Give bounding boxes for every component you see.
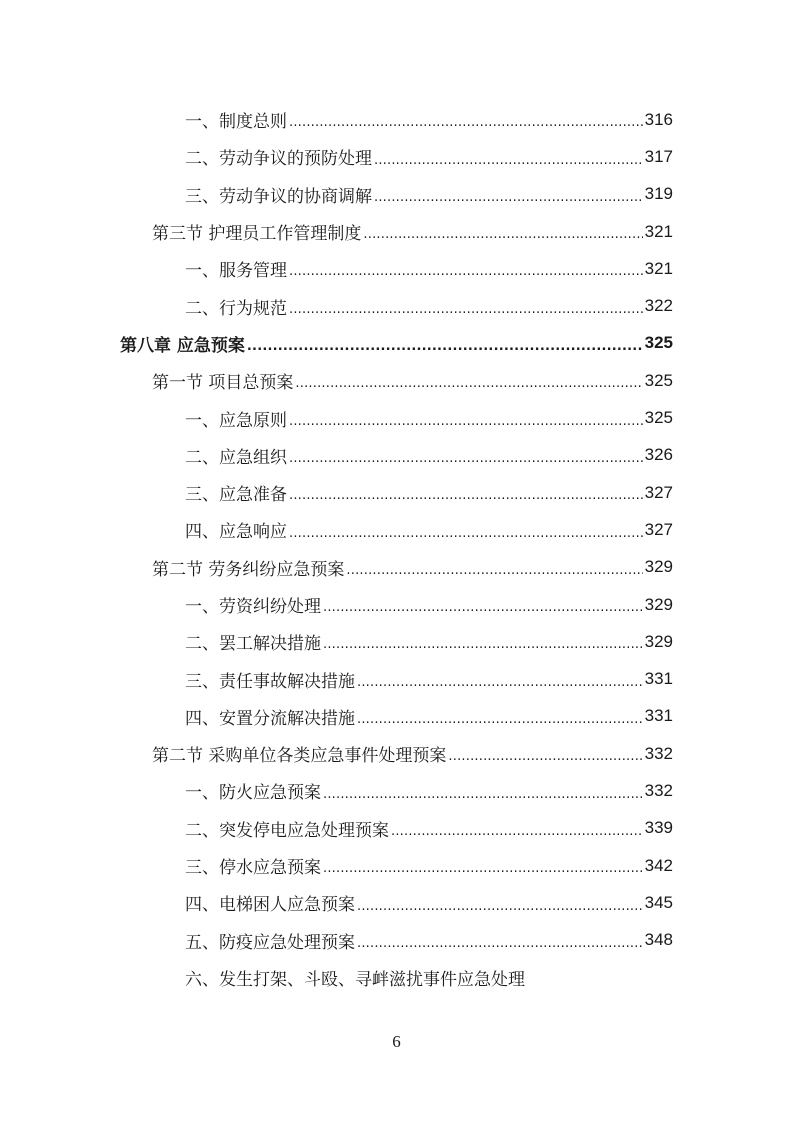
toc-entry-title: 二、突发停电应急处理预案 bbox=[185, 820, 389, 841]
toc-entry[interactable] bbox=[0, 511, 793, 548]
toc-entry[interactable] bbox=[0, 922, 793, 959]
toc-entry-title: 四、电梯困人应急预案 bbox=[185, 895, 355, 916]
toc-entry[interactable] bbox=[0, 399, 793, 436]
toc-leader-dots bbox=[346, 565, 642, 586]
toc-leader-dots bbox=[289, 117, 643, 138]
toc-entry[interactable] bbox=[0, 213, 793, 250]
toc-entry-title: 二、应急组织 bbox=[185, 447, 287, 468]
toc-entry[interactable] bbox=[0, 660, 793, 697]
toc-entry-title: 一、制度总则 bbox=[185, 112, 287, 133]
toc-entry-page: 325 bbox=[644, 333, 673, 353]
toc-entry-title: 三、停水应急预案 bbox=[185, 858, 321, 879]
toc-entry-page: 325 bbox=[644, 370, 673, 390]
toc-entry-page: 329 bbox=[644, 594, 673, 614]
toc-entry[interactable] bbox=[0, 735, 793, 772]
toc-leader-dots bbox=[363, 229, 642, 250]
toc-entry[interactable] bbox=[0, 847, 793, 884]
toc-leader-dots bbox=[289, 490, 643, 511]
toc-entry-page: 332 bbox=[644, 743, 673, 763]
toc-leader-dots bbox=[323, 789, 643, 810]
toc-leader-dots bbox=[323, 639, 643, 660]
toc-entry-page: 331 bbox=[644, 706, 673, 726]
toc-entry-title: 第八章 应急预案 bbox=[120, 335, 245, 356]
toc-entry[interactable] bbox=[0, 287, 793, 324]
toc-entry[interactable] bbox=[0, 250, 793, 287]
toc-entry[interactable] bbox=[0, 586, 793, 623]
toc-entry[interactable] bbox=[0, 138, 793, 175]
toc-entry-title: 一、服务管理 bbox=[185, 261, 287, 282]
toc-leader-dots bbox=[374, 155, 643, 176]
toc-entry-page: 329 bbox=[644, 631, 673, 651]
toc-leader-dots bbox=[289, 266, 643, 287]
toc-leader-dots bbox=[391, 826, 643, 847]
toc-entry-page: 319 bbox=[644, 184, 673, 204]
toc-leader-dots bbox=[357, 901, 643, 922]
toc-leader-dots bbox=[289, 453, 643, 474]
toc-entry[interactable] bbox=[0, 959, 793, 996]
toc-entry-title: 三、责任事故解决措施 bbox=[185, 671, 355, 692]
toc-entry-page: 326 bbox=[644, 445, 673, 465]
toc-entry-page: 325 bbox=[644, 408, 673, 428]
toc-entry-page: 321 bbox=[644, 221, 673, 241]
toc-entry-title: 三、劳动争议的协商调解 bbox=[185, 186, 372, 207]
toc-entry-title: 二、劳动争议的预防处理 bbox=[185, 149, 372, 170]
toc-leader-dots bbox=[357, 938, 643, 959]
toc-leader-dots bbox=[289, 528, 643, 549]
toc-entry-page: 331 bbox=[644, 669, 673, 689]
toc-entry[interactable] bbox=[0, 549, 793, 586]
toc-leader-dots bbox=[247, 341, 643, 362]
toc-entry[interactable] bbox=[0, 884, 793, 921]
toc-entry-page: 322 bbox=[644, 296, 673, 316]
toc-leader-dots bbox=[448, 751, 642, 772]
toc-entry-page: 339 bbox=[644, 818, 673, 838]
toc-entry-title: 四、应急响应 bbox=[185, 522, 287, 543]
page-number: 6 bbox=[392, 1032, 401, 1051]
toc-entry-title: 五、防疫应急处理预案 bbox=[185, 932, 355, 953]
toc-entry[interactable] bbox=[0, 101, 793, 138]
toc-entry-title: 一、劳资纠纷处理 bbox=[185, 597, 321, 617]
toc-entry-page: 332 bbox=[644, 780, 673, 800]
toc-entry-page: 321 bbox=[644, 258, 673, 278]
toc-entry-title: 一、防火应急预案 bbox=[185, 783, 321, 804]
toc-entry-title: 四、安置分流解决措施 bbox=[185, 708, 355, 729]
toc-leader-dots bbox=[289, 416, 643, 437]
toc-leader-dots bbox=[357, 677, 643, 698]
toc-entry[interactable] bbox=[0, 437, 793, 474]
toc-entry-page: 316 bbox=[644, 109, 673, 129]
toc-entry[interactable] bbox=[0, 698, 793, 735]
table-of-contents bbox=[0, 101, 793, 996]
toc-entry-title: 二、行为规范 bbox=[185, 298, 287, 319]
toc-entry-title: 一、应急原则 bbox=[185, 410, 287, 431]
toc-entry-page: 317 bbox=[644, 146, 673, 166]
toc-entry[interactable] bbox=[0, 362, 793, 399]
toc-entry[interactable] bbox=[0, 810, 793, 847]
toc-leader-dots bbox=[323, 602, 643, 623]
toc-entry-title: 二、罢工解决措施 bbox=[185, 634, 321, 655]
toc-leader-dots bbox=[374, 192, 643, 213]
toc-entry-title: 三、应急准备 bbox=[185, 485, 287, 506]
toc-entry[interactable] bbox=[0, 772, 793, 809]
toc-entry-title: 第三节 护理员工作管理制度 bbox=[152, 224, 362, 245]
toc-entry-page: 329 bbox=[644, 557, 673, 577]
toc-leader-dots bbox=[289, 304, 643, 325]
toc-entry-page: 327 bbox=[644, 519, 673, 539]
toc-entry-page: 345 bbox=[644, 892, 673, 912]
toc-entry[interactable] bbox=[0, 176, 793, 213]
toc-entry-page: 342 bbox=[644, 855, 673, 875]
toc-entry-title: 六、发生打架、斗殴、寻衅滋扰事件应急处理 bbox=[185, 969, 525, 990]
toc-entry-title: 第二节 劳务纠纷应急预案 bbox=[152, 559, 345, 580]
toc-entry[interactable] bbox=[0, 474, 793, 511]
toc-leader-dots bbox=[295, 378, 642, 399]
toc-entry[interactable] bbox=[0, 623, 793, 660]
toc-entry-page: 348 bbox=[644, 930, 673, 950]
toc-entry-title: 第二节 采购单位各类应急事件处理预案 bbox=[152, 746, 447, 767]
toc-entry-page: 327 bbox=[644, 482, 673, 502]
toc-entry-chapter[interactable] bbox=[0, 325, 793, 362]
toc-leader-dots bbox=[323, 863, 643, 884]
toc-entry-title: 第一节 项目总预案 bbox=[152, 373, 294, 394]
toc-leader-dots bbox=[357, 714, 643, 735]
